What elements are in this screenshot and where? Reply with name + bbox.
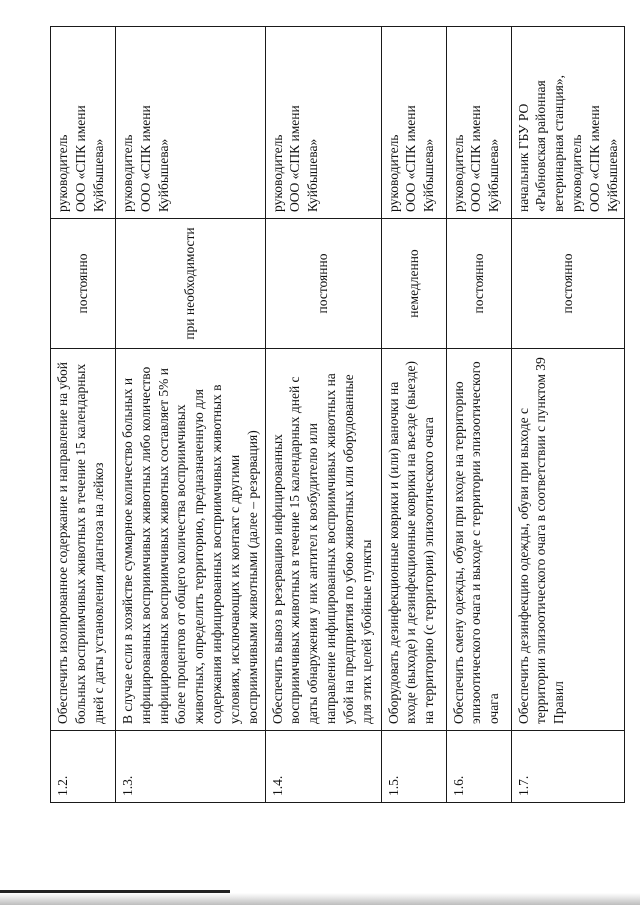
responsible-cell [446,27,511,219]
responsible-line: начальник ГБУ РО «Рыбновская районная ветеринарная станция», [515,75,567,212]
measure-text: Обеспечить дезинфекцию одежды, обуви при выходе с территории эпизоотического очага в соответствии с пунктом 39 Правил [511,349,625,731]
table-row [511,27,625,803]
table-row [51,27,116,803]
deadline-cell: постоянно [51,219,116,349]
responsible-cell [116,27,266,219]
deadline-cell: постоянно [265,219,381,349]
responsible-line: ООО «СПК имени Куйбышева» [287,105,321,212]
row-number: 1.3. [116,731,266,803]
responsible-line: руководитель [450,134,466,212]
responsible-line: ООО «СПК имени Куйбышева» [137,105,171,212]
measure-text: Обеспечить вывоз в резервацию инфицированных восприимчивых животных в течение 15 календарных дней с даты обнаружения у них антител к возбудителю или направление инфицированных восприимчивых животных на убой на предприятия по убою животных или оборудованные для этих целей убойные пункты [265,349,381,731]
measures-table [50,26,625,803]
deadline-cell: при необходимости [116,219,266,349]
responsible-line: руководитель [385,134,401,212]
responsible-cell [51,27,116,219]
table-row [265,27,381,803]
row-number: 1.4. [265,731,381,803]
deadline-cell: постоянно [511,219,625,349]
row-number: 1.5. [381,731,446,803]
responsible-line: руководитель [55,134,70,212]
scan-shadow [0,893,640,905]
table-row [381,27,446,803]
responsible-line: ООО «СПК имени Куйбышева» [586,105,620,212]
table-row [446,27,511,803]
measure-text: В случае если в хозяйстве суммарное количество больных и инфицированных восприимчивых животных либо количество инфицированных восприимчивых животных составляет 5% и более процентов от общего количества восприимчивых животных, определить территорию, предназначенную для содержания инфицированных восприимчивых животных в условиях, исключающих их контакт с другими восприимчивыми животными (далее – резервация) [116,349,266,731]
row-number: 1.7. [511,731,625,803]
row-number: 1.2. [51,731,116,803]
responsible-line: руководитель [120,134,135,212]
responsible-cell [265,27,381,219]
measure-text: Обеспечить смену одежды, обуви при входе на территорию эпизоотического очага и выходе с территории эпизоотического очага [446,349,511,731]
responsible-cell [381,27,446,219]
responsible-cell [511,27,625,219]
responsible-line: руководитель [568,134,584,212]
measure-text: Обеспечить изолированное содержание и направление на убой больных восприимчивых животных в течение 15 календарных дней с даты установления диагноза на лейкоз [51,349,116,731]
deadline-cell: немедленно [381,219,446,349]
responsible-line: ООО «СПК имени Куйбышева» [403,105,437,212]
measure-text: Оборудовать дезинфекционные коврики и (или) ваночки на входе (выходе) и дезинфекционные коврики на въезде (выезде) на территорию (с территории) эпизоотического очага [381,349,446,731]
responsible-line: руководитель [269,134,285,212]
responsible-line: ООО «СПК имени Куйбышева» [468,105,502,212]
measures-table-body [51,27,625,803]
table-row [116,27,266,803]
row-number: 1.6. [446,731,511,803]
rotated-page [50,27,620,803]
responsible-line: ООО «СПК имени Куйбышева» [72,105,106,212]
deadline-cell: постоянно [446,219,511,349]
